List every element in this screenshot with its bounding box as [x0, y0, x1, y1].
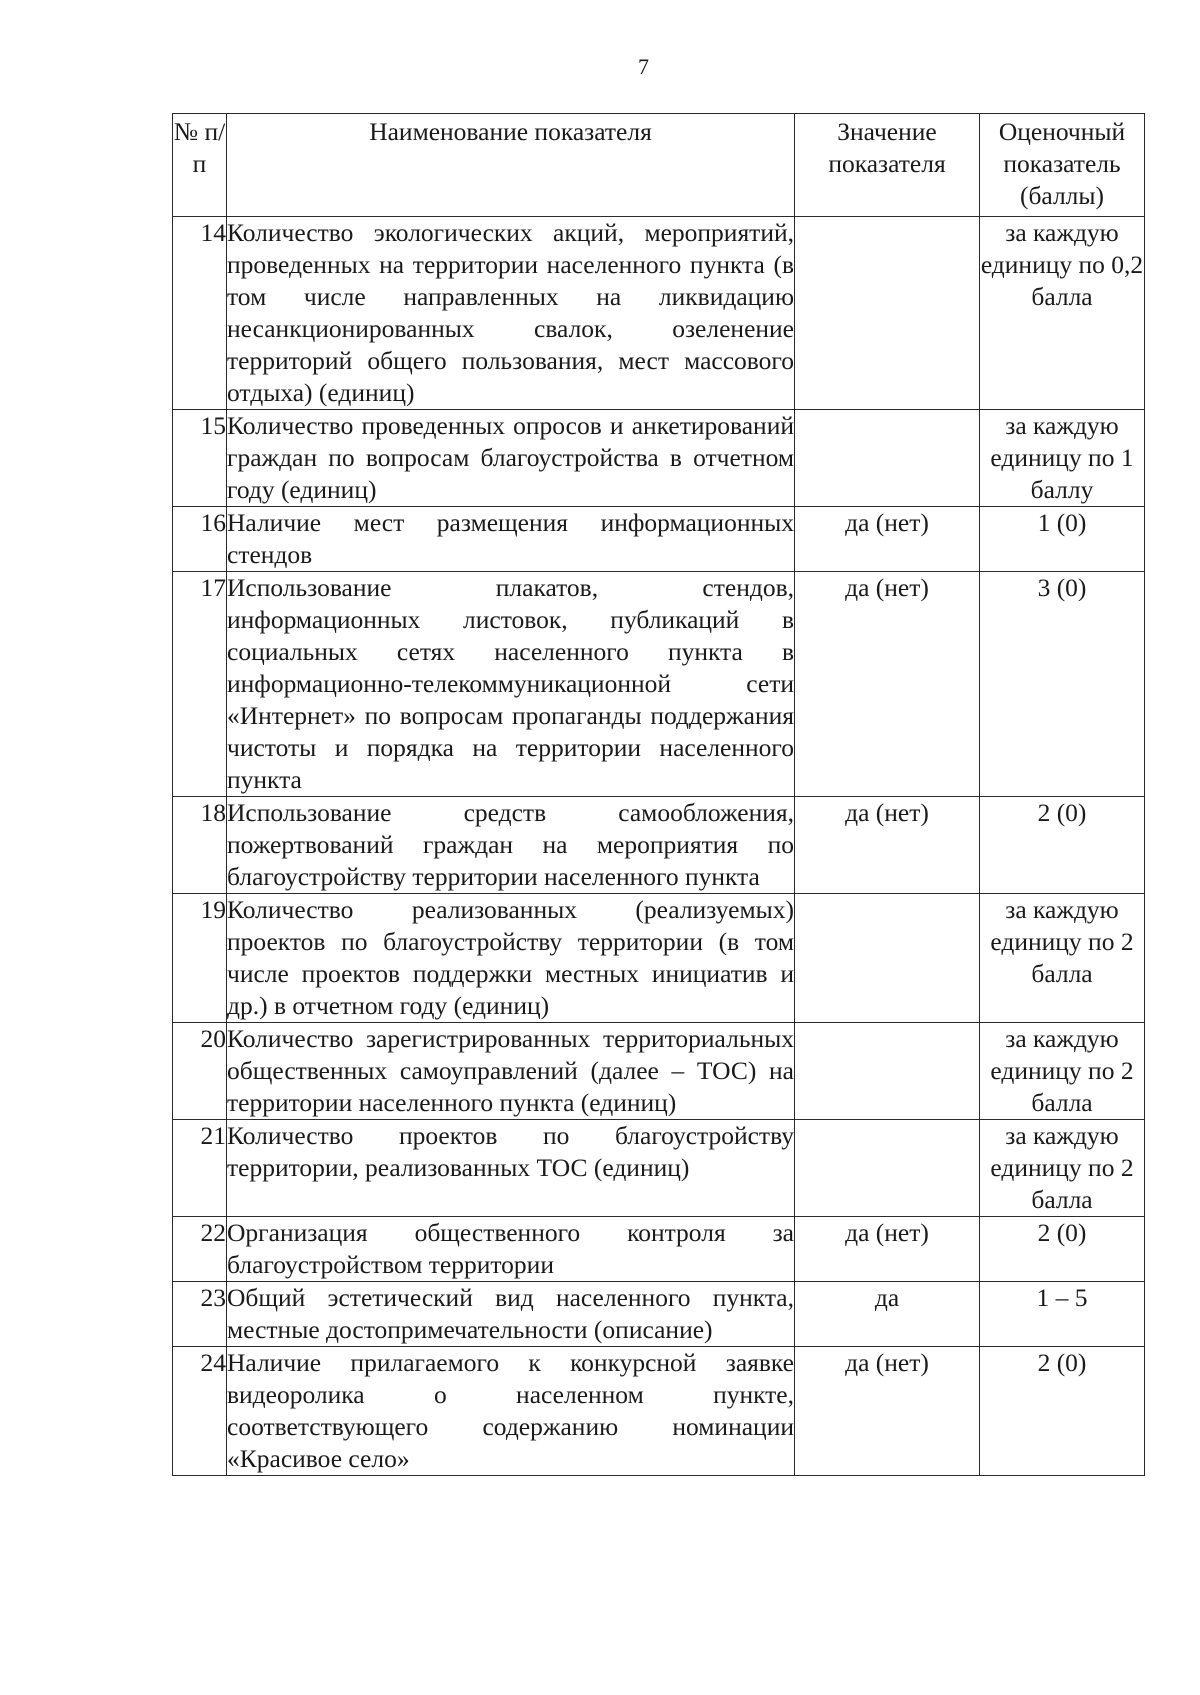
- row-indicator-value-cell: [795, 1282, 980, 1347]
- row-indicator-score-cell: [980, 507, 1145, 572]
- row-indicator-value: да (нет): [845, 508, 929, 537]
- row-indicator-name-cell: [227, 894, 795, 1023]
- indicators-table: [172, 113, 1145, 1476]
- row-indicator-value-cell: [795, 797, 980, 894]
- row-num: 16: [200, 508, 226, 537]
- row-indicator-name-cell: [227, 572, 795, 797]
- row-indicator-score: 2 (0): [1037, 1348, 1087, 1377]
- row-num: 18: [200, 798, 226, 827]
- header-score: [980, 114, 1145, 217]
- row-indicator-value-cell: [795, 410, 980, 507]
- row-indicator-name: Организация общественного контроля за благоустройством территории: [227, 1218, 794, 1279]
- row-indicator-name: Количество проведенных опросов и анкетирований граждан по вопросам благоустройства в отчетном году (единиц): [227, 411, 794, 504]
- row-indicator-name: Использование средств самообложения, пожертвований граждан на мероприятия по благоустройству территории населенного пункта: [227, 798, 794, 891]
- row-num-cell: [173, 507, 227, 572]
- row-indicator-score: за каждую единицу по 1 баллу: [990, 411, 1134, 504]
- row-indicator-value-cell: [795, 1023, 980, 1120]
- row-indicator-name: Наличие мест размещения информационных стендов: [227, 508, 794, 569]
- header-value: [795, 114, 980, 217]
- row-num-cell: [173, 1120, 227, 1217]
- row-num: 19: [200, 895, 226, 924]
- row-indicator-score: 3 (0): [1037, 573, 1087, 602]
- row-indicator-score: 1 (0): [1037, 508, 1087, 537]
- row-indicator-value-cell: [795, 572, 980, 797]
- row-indicator-value-cell: [795, 1120, 980, 1217]
- row-indicator-name-cell: [227, 1282, 795, 1347]
- row-indicator-score-cell: [980, 1023, 1145, 1120]
- table-row: [173, 894, 1145, 1023]
- row-indicator-value-cell: [795, 894, 980, 1023]
- header-score-label: Оценочный показатель (баллы): [998, 117, 1126, 210]
- header-name-label: Наименование показателя: [369, 117, 652, 146]
- row-indicator-score: за каждую единицу по 2 балла: [990, 1121, 1134, 1214]
- table-row: [173, 217, 1145, 410]
- row-indicator-name-cell: [227, 1120, 795, 1217]
- table-row: [173, 797, 1145, 894]
- row-indicator-score-cell: [980, 797, 1145, 894]
- header-num-label: № п/п: [173, 117, 226, 178]
- row-indicator-name: Количество реализованных (реализуемых) проектов по благоустройству территории (в том числе проектов поддержки местных инициатив и др.) в отчетном году (единиц): [227, 895, 794, 1020]
- table-row: [173, 1282, 1145, 1347]
- row-indicator-value: да (нет): [845, 1348, 929, 1377]
- row-num: 15: [200, 411, 226, 440]
- row-indicator-score-cell: [980, 1282, 1145, 1347]
- table-row: [173, 1347, 1145, 1476]
- row-indicator-value-cell: [795, 1217, 980, 1282]
- row-indicator-name: Количество зарегистрированных территориальных общественных самоуправлений (далее – ТОС) на территории населенного пункта (единиц): [227, 1024, 794, 1117]
- row-num: 14: [200, 218, 226, 247]
- row-indicator-score: за каждую единицу по 0,2 балла: [980, 218, 1144, 311]
- table-body: [173, 217, 1145, 1476]
- table-header-row: [173, 114, 1145, 217]
- row-num: 20: [200, 1024, 226, 1053]
- row-indicator-name-cell: [227, 1347, 795, 1476]
- row-indicator-value: да (нет): [845, 573, 929, 602]
- row-indicator-value: да (нет): [845, 798, 929, 827]
- row-indicator-score-cell: [980, 1120, 1145, 1217]
- row-indicator-value: да: [874, 1283, 900, 1312]
- row-num: 21: [200, 1121, 226, 1150]
- row-indicator-score-cell: [980, 1217, 1145, 1282]
- row-indicator-score-cell: [980, 217, 1145, 410]
- row-num-cell: [173, 572, 227, 797]
- row-num-cell: [173, 217, 227, 410]
- page-number: 7: [638, 54, 649, 79]
- header-value-label: Значение показателя: [828, 117, 946, 178]
- row-indicator-name-cell: [227, 1023, 795, 1120]
- header-num: [173, 114, 227, 217]
- row-indicator-score-cell: [980, 1347, 1145, 1476]
- row-indicator-name: Общий эстетический вид населенного пункта, местные достопримечательности (описание): [227, 1283, 794, 1344]
- row-num-cell: [173, 1217, 227, 1282]
- row-indicator-name-cell: [227, 217, 795, 410]
- row-indicator-score: 2 (0): [1037, 1218, 1087, 1247]
- row-indicator-name-cell: [227, 1217, 795, 1282]
- row-indicator-name: Наличие прилагаемого к конкурсной заявке видеоролика о населенном пункте, соответствующего содержанию номинации «Красивое село»: [227, 1348, 794, 1473]
- row-num: 22: [200, 1218, 226, 1247]
- table-row: [173, 1120, 1145, 1217]
- row-indicator-name: Количество экологических акций, мероприятий, проведенных на территории населенного пункта (в том числе направленных на ликвидацию несанкционированных свалок, озеленение территорий общего пользования, мест массового отдыха) (единиц): [227, 218, 794, 407]
- header-name: [227, 114, 795, 217]
- row-indicator-value-cell: [795, 217, 980, 410]
- table-row: [173, 507, 1145, 572]
- row-num-cell: [173, 1282, 227, 1347]
- row-indicator-name: Количество проектов по благоустройству территории, реализованных ТОС (единиц): [227, 1121, 794, 1182]
- row-indicator-name: Использование плакатов, стендов, информационных листовок, публикаций в социальных сетях населенного пункта в информационно-телекоммуникационной сети «Интернет» по вопросам пропаганды поддержания чистоты и порядка на территории населенного пункта: [227, 573, 794, 794]
- row-indicator-score: 2 (0): [1037, 798, 1087, 827]
- row-num: 24: [200, 1348, 226, 1377]
- table-row: [173, 1023, 1145, 1120]
- row-num-cell: [173, 894, 227, 1023]
- row-num: 23: [200, 1283, 226, 1312]
- row-indicator-name-cell: [227, 410, 795, 507]
- row-indicator-name-cell: [227, 797, 795, 894]
- table-row: [173, 410, 1145, 507]
- table-row: [173, 572, 1145, 797]
- row-indicator-value-cell: [795, 1347, 980, 1476]
- table-row: [173, 1217, 1145, 1282]
- row-indicator-value: да (нет): [845, 1218, 929, 1247]
- row-indicator-name-cell: [227, 507, 795, 572]
- row-num: 17: [200, 573, 226, 602]
- row-num-cell: [173, 1347, 227, 1476]
- row-indicator-score-cell: [980, 410, 1145, 507]
- row-indicator-score-cell: [980, 572, 1145, 797]
- row-indicator-value-cell: [795, 507, 980, 572]
- row-num-cell: [173, 797, 227, 894]
- row-indicator-score: 1 – 5: [1036, 1283, 1088, 1312]
- row-indicator-score: за каждую единицу по 2 балла: [990, 895, 1134, 988]
- row-num-cell: [173, 1023, 227, 1120]
- row-indicator-score: за каждую единицу по 2 балла: [990, 1024, 1134, 1117]
- row-num-cell: [173, 410, 227, 507]
- row-indicator-score-cell: [980, 894, 1145, 1023]
